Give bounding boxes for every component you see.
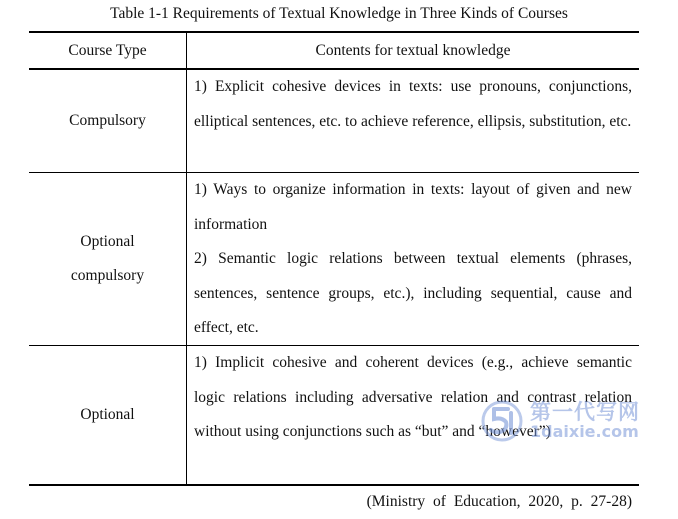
row-2-course-type (29, 173, 186, 345)
content-paragraph: 2) Semantic logic relations between textual elements (phrases, sentences, sentence groups, etc.), including sequential, cause and effect, etc. (194, 250, 632, 336)
body-column-divider (186, 70, 187, 484)
course-type-line: Compulsory (69, 111, 146, 129)
header-course-type: Course Type (68, 42, 147, 59)
row-2-contents (194, 173, 632, 346)
watermark-cn-text: 第一代写网 (530, 400, 640, 424)
table-bottom-rule (29, 484, 639, 486)
row-3-contents (194, 346, 632, 450)
table-caption: Table 1-1 Requirements of Textual Knowledge in Three Kinds of Courses (110, 5, 568, 22)
row-3-course-type (29, 346, 186, 484)
course-type-line: compulsory (70, 267, 145, 284)
content-paragraph: 1) Implicit cohesive and coherent devices (e.g., achieve semantic logic relations including adversative relation and contrast relation without using conjunctions such as “but” and “however”) (194, 354, 632, 440)
row-1-course-type (29, 70, 186, 172)
content-paragraph: 1) Ways to organize information in texts: layout of given and new information (194, 181, 632, 233)
content-paragraph: 1) Explicit cohesive devices in texts: use pronouns, conjunctions, elliptical sentences, etc. to achieve reference, ellipsis, substitution, etc. (194, 78, 632, 130)
header-contents: Contents for textual knowledge (315, 42, 511, 59)
course-type-line: Optional (80, 405, 135, 423)
row-1-contents (194, 70, 632, 139)
watermark-en-text: 1daixie.com (530, 422, 639, 441)
course-type-line: Optional (80, 232, 135, 250)
source-citation: (Ministry of Education, 2020, p. 27-28) (366, 493, 632, 510)
